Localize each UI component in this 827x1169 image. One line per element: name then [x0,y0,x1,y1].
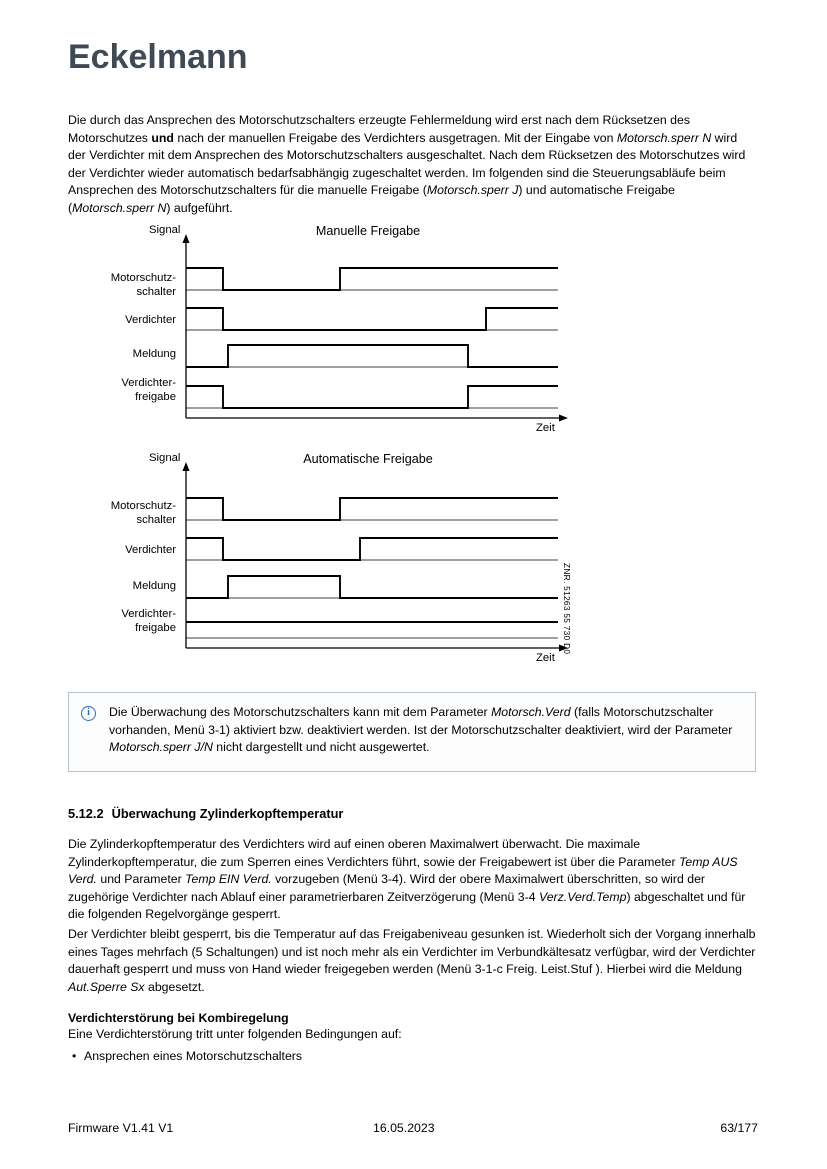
p1-italic-3: Verz.Verd.Temp [538,889,627,904]
intro-paragraph [68,112,758,218]
p1-text-2: und Parameter [96,872,186,887]
p2-text-2: abgesetzt. [144,979,205,994]
timing-diagram-manual-release [68,222,768,442]
timing-diagram-automatic-release [68,450,768,675]
diagram2-title: Automatische Freigabe [303,452,433,466]
footer-date: 16.05.2023 [373,1121,435,1135]
diagram2-plot [68,450,588,668]
p1-text-4: ) abgeschaltet und für die folgenden Regelvorgänge gesperrt. [68,889,746,922]
footer-firmware: Firmware V1.41 V1 [68,1121,174,1135]
intro-italic-1: Motorsch.sperr N [616,130,712,145]
paragraph-3: Eine Verdichterstörung tritt unter folgenden Bedingungen auf: [68,1027,402,1041]
diagram1-row-label-motorschutzschalter: Motorschutz- schalter [110,272,176,298]
diagram2-x-axis-label: Zeit [536,652,555,664]
note-text-3: nicht dargestellt und nicht ausgewertet. [212,740,430,755]
info-note-box [68,692,756,772]
note-italic-2: Motorsch.sperr J/N [109,740,213,755]
diagram1-row-label-meldung: Meldung [132,348,176,360]
diagram1-title: Manuelle Freigabe [315,224,421,238]
diagram2-row-label-meldung: Meldung [132,580,176,592]
note-italic-1: Motorsch.Verd [491,705,571,719]
bullet-dot-icon: • [72,1049,77,1063]
intro-text-5: ) aufgeführt. [166,200,233,215]
diagram1-x-axis-label: Zeit [536,422,555,434]
intro-italic-2: Motorsch.sperr J [426,183,519,198]
diagram2-row-label-verdichter: Verdichter [125,544,176,556]
intro-bold-und: und [151,130,174,145]
section-heading [68,806,343,821]
intro-text-3: wird der Verdichter mit dem Ansprechen des Motorschutzschalters ausgeschaltet. Nach dem Rücksetzen des Motorschutzes wird der Verdichter wieder automatisch bedarfsabhängig zugeschaltet werden. Im folgenden sind die Steuerungsabläufe beim Ansprechen des Motorschutzschalters für die manuelle Freigabe ( [68,130,746,198]
company-logo: Eckelmann [68,38,248,76]
intro-italic-3: Motorsch.sperr N [72,200,167,215]
diagram2-row-label-motorschutzschalter: Motorschutz- schalter [110,500,176,526]
p1-italic-2: Temp EIN Verd. [185,872,272,887]
diagram2-row-label-verdichterfreigabe: Verdichter- freigabe [121,608,176,634]
note-text-2: (falls Motorschutzschalter vorhanden, Menü 3-1) aktiviert bzw. deaktiviert werden. Ist der Motorschutzschalter deaktiviert, wird der Parameter [109,705,733,737]
bullet-text: Ansprechen eines Motorschutzschalters [84,1049,303,1063]
info-note-text [109,704,741,757]
paragraph-1 [68,836,758,924]
info-icon: i [81,706,96,721]
list-item [72,1048,744,1066]
diagram1-y-axis-label: Signal [149,224,181,236]
intro-text-2: nach der manuellen Freigabe des Verdichters ausgetragen. Mit der Eingabe von [173,130,617,145]
p2-text-1: Der Verdichter bleibt gesperrt, bis die Temperatur auf das Freigabeniveau gesunken ist. Wiederholt sich der Vorgang innerhalb eines Tages mehrfach (5 Schaltungen) und ist noch mehr als ein Verdichter im Verbundkältesatz verfügbar, wird der Verdichter dauerhaft gesperrt und muss von Hand wieder freigegeben werden (Menü 3-1-c Freig. Leist.Stuf ). Hierbei wird die Meldung [68,927,756,977]
note-text-1: Die Überwachung des Motorschutzschalters kann mit dem Parameter [109,705,492,719]
section-number: 5.12.2 [68,806,104,821]
section-title: Überwachung Zylinderkopftemperatur [111,806,344,821]
p1-text-3: vorzugeben (Menü 3-4). Wird der obere Maximalwert überschritten, so wird der zugehörige Verdichter nach Ablauf einer parametrierbaren Zeitverzögerung (Menü 3-4 [68,872,706,904]
intro-text-4: ) und automatische Freigabe ( [68,183,675,215]
p2-italic-1: Aut.Sperre Sx [68,979,145,994]
paragraph-2 [68,926,758,996]
p1-italic-1: Temp AUS Verd. [68,854,738,887]
diagram1-plot [68,222,588,437]
diagram1-row-label-verdichter: Verdichter [125,314,176,326]
diagram2-y-axis-label: Signal [149,452,181,464]
subsection-heading-kombiregelung: Verdichterstörung bei Kombiregelung [68,1011,289,1025]
intro-text-1: Die durch das Ansprechen des Motorschutzschalters erzeugte Fehlermeldung wird erst nach dem Rücksetzen des Motorschutzes [68,113,690,145]
document-number-vertical: ZNR. 51263 55 730 D0 [562,563,572,655]
footer-page-number: 63/177 [720,1121,758,1135]
diagram1-row-label-verdichterfreigabe: Verdichter- freigabe [121,377,176,403]
p1-text-1: Die Zylinderkopftemperatur des Verdichters wird auf einen oberen Maximalwert überwacht. Die maximale Zylinderkopftemperatur, die zum Sperren eines Verdichters führt, sowie der Freigabewert ist über die Parameter [68,837,680,869]
